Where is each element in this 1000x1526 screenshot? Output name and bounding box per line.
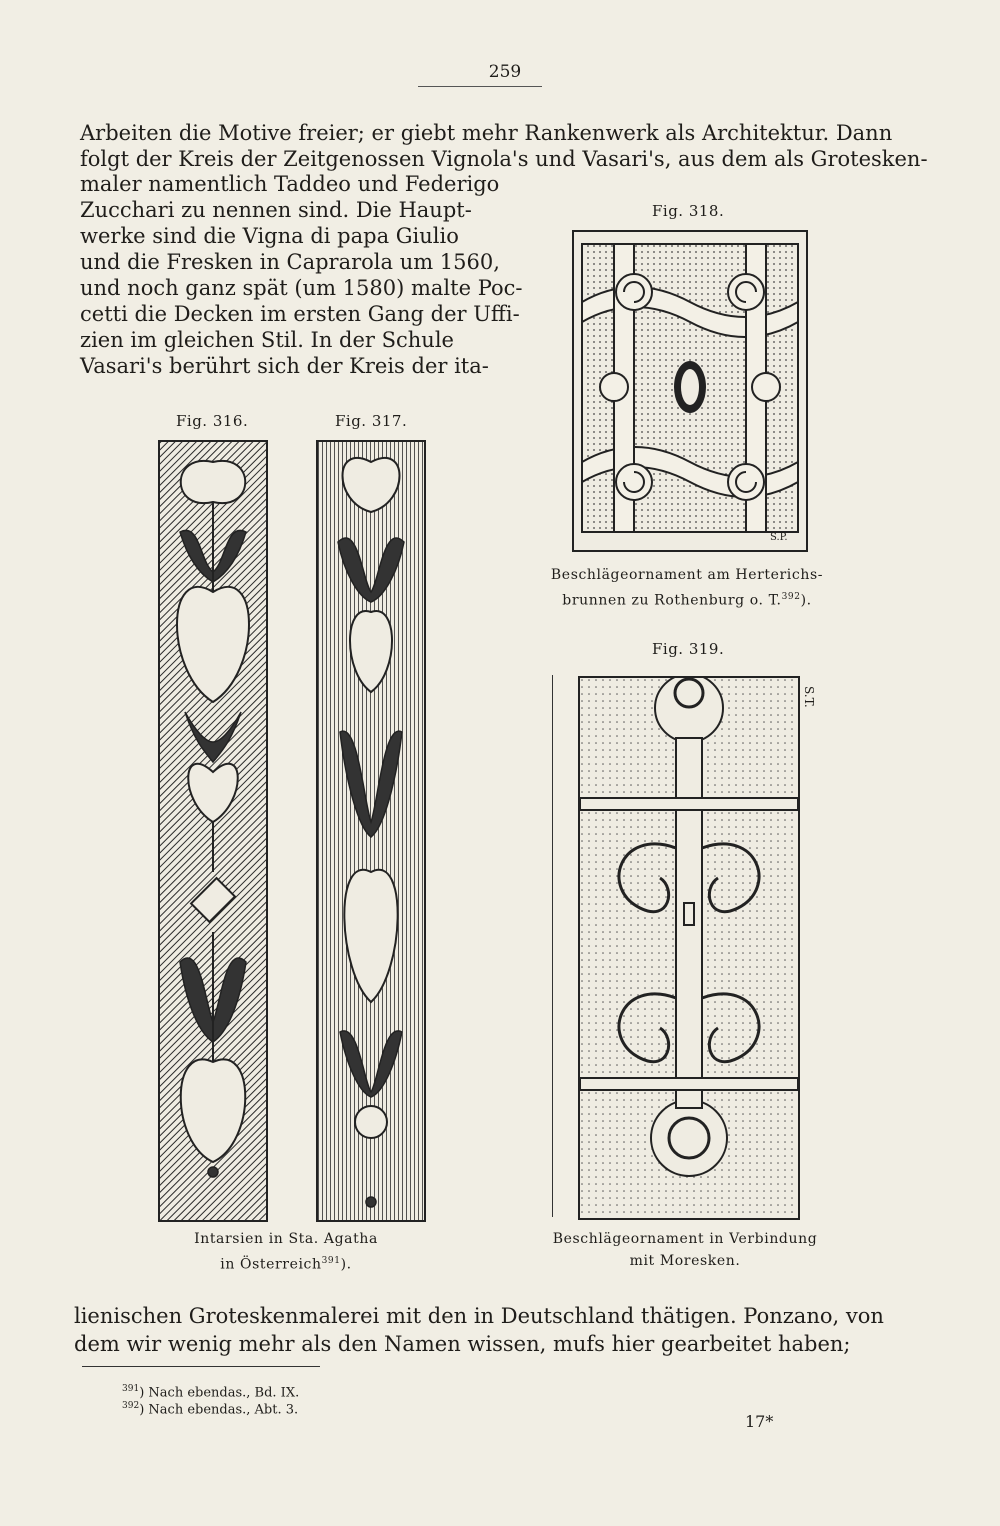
bottom-line-1: lienischen Groteskenmalerei mit den in Deutschland thätigen. Ponzano, von — [74, 1304, 884, 1328]
footnote-391: $^{391}$) Nach ebendas., Bd. IX. — [122, 1384, 300, 1401]
fig318-illustration — [572, 230, 808, 552]
fig319-caption — [540, 1228, 830, 1272]
column-line-8: Vasari's berührt sich der Kreis der ita- — [80, 354, 489, 378]
bottom-line-2: dem wir wenig mehr als den Namen wissen, mufs hier gearbeitet haben; — [74, 1332, 851, 1356]
fig317-inlay-graphic — [318, 442, 424, 1220]
fig318-caption-line1: Beschlägeornament am Herterichs- — [550, 567, 824, 583]
fig316-illustration — [158, 440, 268, 1222]
fig319-caption-line1: Beschlägeornament in Verbindung — [552, 1231, 818, 1247]
fig318-caption-line2: brunnen zu Rothenburg o. T. — [562, 592, 782, 609]
fig319-illustration — [578, 676, 800, 1220]
fig317-label: Fig. 317. — [335, 412, 408, 430]
signature-mark: 17* — [745, 1412, 774, 1431]
fig318-caption-line2-wrap: brunnen zu Rothenburg o. T.$^{392}$). — [562, 592, 812, 609]
column-line-3: werke sind die Vigna di papa Giulio — [80, 224, 459, 248]
footnote-392-ref: 392 — [122, 1401, 140, 1411]
fig316-inlay-graphic — [160, 442, 266, 1220]
intro-line-2: folgt der Kreis der Zeitgenossen Vignola's und Vasari's, aus dem als Grotesken- — [80, 147, 928, 171]
fig318-caption-ref: 392 — [781, 592, 801, 602]
fig316-label: Fig. 316. — [176, 412, 249, 430]
footnote-391-text: Nach ebendas., Bd. IX. — [148, 1385, 300, 1401]
footnote-rule — [82, 1366, 320, 1367]
fig318-mark: S.P. — [770, 532, 788, 543]
footnote-392: $^{392}$) Nach ebendas., Abt. 3. — [122, 1401, 299, 1418]
column-line-7: zien im gleichen Stil. In der Schule — [80, 328, 454, 352]
fig316-317-caption — [166, 1228, 406, 1276]
column-line-6: cetti die Decken im ersten Gang der Uffi- — [80, 302, 520, 326]
footnote-391-ref: 391 — [122, 1384, 140, 1394]
fig318-ornament-graphic — [574, 232, 806, 550]
fig318-label: Fig. 318. — [652, 202, 725, 220]
fig317-illustration — [316, 440, 426, 1222]
column-line-1: maler namentlich Taddeo und Federigo — [80, 172, 500, 196]
fig316-317-caption-line2-wrap: in Österreich$^{391}$). — [220, 1256, 352, 1273]
column-line-2: Zucchari zu nennen sind. Die Haupt- — [80, 198, 472, 222]
fig319-mark: S.T. — [802, 686, 816, 708]
fig316-317-caption-ref: 391 — [321, 1256, 341, 1266]
fig316-317-caption-line1: Intarsien in Sta. Agatha — [194, 1231, 378, 1247]
page-number-rule — [418, 86, 542, 87]
column-line-4: und die Fresken in Caprarola um 1560, — [80, 250, 500, 274]
intro-line-1: Arbeiten die Motive freier; er giebt mehr Rankenwerk als Architektur. Dann — [80, 121, 893, 145]
fig318-caption — [548, 564, 826, 612]
column-line-5: und noch ganz spät (um 1580) malte Poc- — [80, 276, 523, 300]
fig316-317-caption-line2: in Österreich — [220, 1256, 322, 1273]
fig319-ornament-graphic — [580, 678, 798, 1218]
footnote-392-text: Nach ebendas., Abt. 3. — [148, 1402, 299, 1418]
fig319-label: Fig. 319. — [652, 640, 725, 658]
page-number: 259 — [488, 62, 522, 82]
fig319-caption-line2: mit Moresken. — [629, 1253, 741, 1269]
fig319-left-rule — [552, 675, 553, 1217]
